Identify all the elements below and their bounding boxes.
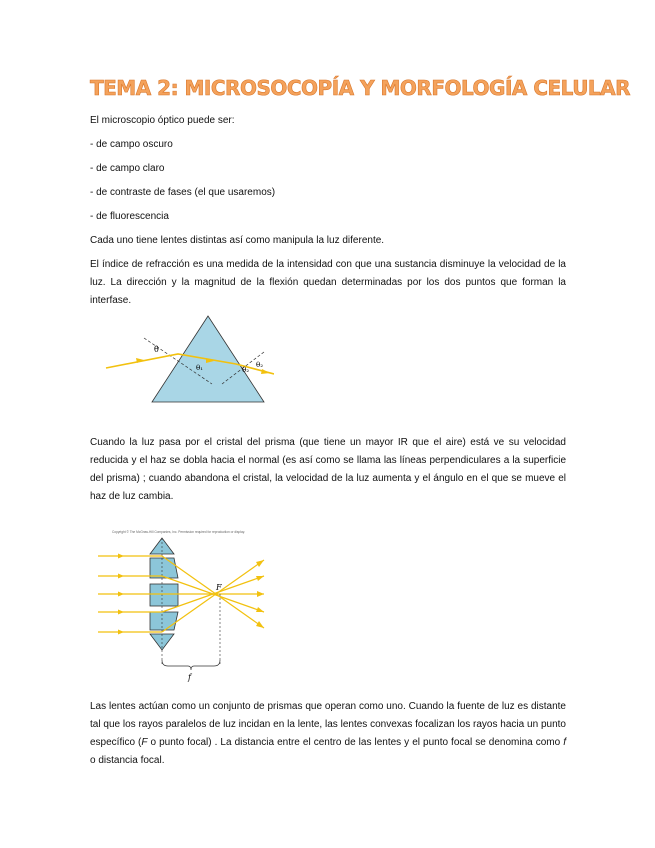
prism-diagram <box>104 312 274 408</box>
focal-point-label: F <box>216 583 222 592</box>
symbol-f: f <box>563 737 566 748</box>
lens-diagram <box>96 526 272 686</box>
list-item: - de campo oscuro <box>90 139 173 150</box>
ray-arrow <box>136 358 144 363</box>
lens-text: Las lentes actúan como un conjunto de prismas que operan como uno. Cuando la fuente de luz es distante tal que los rayos paralelos de luz incidan en la lente, las lentes convexas focalizan los rayos hacia un punto específico ( <box>90 701 566 748</box>
lenses-sentence: Cada uno tiene lentes distintas así como manipula la luz diferente. <box>90 235 385 246</box>
lens-text: o punto focal) . La distancia entre el centro de las lentes y el punto focal se denomina como <box>147 737 564 748</box>
page-title: TEMA 2: MICROSOCOPÍA Y MORFOLOGÍA CELULAR <box>90 76 631 100</box>
prism-paragraph: Cuando la luz pasa por el cristal del prisma (que tiene un mayor IR que el aire) está ve su velocidad reducida y el haz se dobla hacia el normal (es así como se llama las líneas perpendiculares a la superficie del prisma) ; cuando abandona el cristal, la velocidad de la luz aumenta y el ángulo en el que se mueve el haz de luz cambia. <box>90 437 566 502</box>
theta-label: θ <box>154 345 159 354</box>
converging-arrows <box>256 560 264 628</box>
ray-arrows <box>118 554 124 635</box>
refraction-paragraph: El índice de refracción es una medida de la intensidad con que una sustancia disminuye la velocidad de la luz. La dirección y la magnitud de la flexión quedan determinadas por los dos puntos que forman la interfase. <box>90 259 566 306</box>
copyright-notice: Copyright © The McGraw-Hill Companies, Inc. Permission required for reproduction or display. <box>112 530 245 534</box>
theta2-label: θ₂ <box>242 366 250 374</box>
list-item: - de contraste de fases (el que usaremos) <box>90 187 276 198</box>
theta-exit-label: θ₂ <box>256 361 264 369</box>
lens-paragraph <box>90 698 566 770</box>
focal-length-label: f <box>188 673 191 682</box>
converging-rays <box>162 556 264 632</box>
list-item: - de fluorescencia <box>90 211 169 222</box>
lens-text: o distancia focal. <box>90 755 165 766</box>
list-item: - de campo claro <box>90 163 165 174</box>
theta1-label: θ₁ <box>196 364 204 372</box>
intro-text: El microscopio óptico puede ser: <box>90 115 235 126</box>
focal-length-brace <box>162 660 220 670</box>
symbol-F: F <box>141 737 148 748</box>
